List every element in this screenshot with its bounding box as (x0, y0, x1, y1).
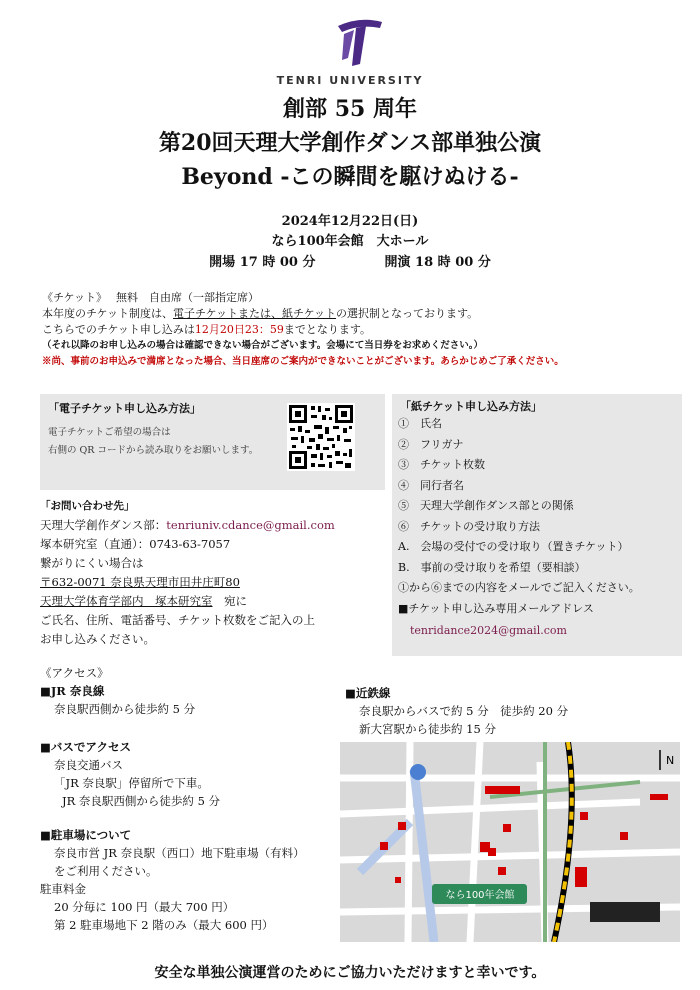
paper-ticket-item: ⑥ チケットの受け取り方法 (398, 519, 541, 533)
ticket-note: （それ以降のお申し込みの場合は確認できない場合がございます。会場にて当日券をお求めください。） (42, 340, 483, 351)
ticket-heading: 《チケット》 無料 自由席（一部指定席） (42, 291, 260, 304)
paper-ticket-item: ①から⑥までの内容をメールでご記入ください。 (398, 581, 640, 594)
page-title-main: 第20回天理大学創作ダンス部単独公演 (158, 130, 542, 156)
access-bus-line3: JR 奈良駅西側から徒歩約 5 分 (62, 794, 221, 808)
university-name: TENRI UNIVERSITY (276, 74, 424, 87)
ticket-deadline-line: こちらでのチケット申し込みは12月20日23：59までとなります。 (42, 323, 372, 336)
access-bus-title: ■バスでアクセス (40, 740, 132, 754)
contact-club: 天理大学創作ダンス部：tenriuniv.cdance@gmail.com (40, 518, 335, 532)
access-bus-line2: 「JR 奈良駅」停留所で下車。 (54, 776, 209, 790)
access-title: 《アクセス》 (40, 666, 109, 680)
university-logo (330, 12, 390, 72)
ticket-warning: ※尚、事前のお申込みで満席となった場合、当日座席のご案内ができないことがございます。あらかじめご了承ください。 (42, 356, 564, 367)
access-fee-line2: 第 2 駐車場地下 2 階のみ（最大 600 円） (54, 918, 274, 932)
access-parking-title: ■駐車場について (40, 828, 132, 842)
page-title-anniversary: 創部 55 周年 (283, 96, 417, 122)
e-ticket-instructions: 電子チケットご希望の場合は 右側の QR コードから読み取りをお願いします。 (48, 427, 259, 456)
ticket-section (42, 290, 682, 370)
contact-section (40, 497, 380, 649)
access-section (40, 664, 305, 934)
access-jr-title: ■JR 奈良線 (40, 684, 105, 698)
access-fee-line1: 20 分毎に 100 円（最大 700 円） (54, 900, 235, 914)
access-bus-line1: 奈良交通バス (54, 758, 123, 772)
paper-ticket-email-link[interactable]: tenridance2024@gmail.com (410, 624, 567, 637)
paper-ticket-list (398, 414, 640, 599)
access-parking-line1: 奈良市営 JR 奈良駅（西口）地下駐車場（有料） (54, 846, 305, 860)
map-hall-label: なら100年会館 (445, 890, 515, 901)
e-ticket-title: 「電子チケット申し込み方法」 (48, 402, 202, 415)
paper-ticket-item: ⑤ 天理大学創作ダンス部との関係 (398, 499, 574, 512)
open-time: 開場 17 時 00 分 (209, 255, 316, 270)
paper-ticket-title: 「紙チケット申し込み方法」 (400, 400, 543, 413)
paper-ticket-item: B. 事前の受け取りを希望（要相談） (398, 560, 586, 574)
contact-phone: 塚本研究室（直通）：0743-63-7057 (40, 537, 231, 551)
contact-address: 〒632-0071 奈良県天理市田井庄町80 (40, 575, 240, 589)
paper-ticket-item: ② フリガナ (398, 437, 464, 451)
contact-address2: 天理大学体育学部内 塚本研究室 宛に (40, 594, 247, 608)
contact-instruction: ご氏名、住所、電話番号、チケット枚数をご記入の上 (40, 613, 315, 627)
access-map[interactable] (340, 742, 680, 942)
access-fee-title: 駐車料金 (40, 882, 86, 896)
paper-ticket-item: ③ チケット枚数 (398, 458, 486, 471)
paper-ticket-item: ① 氏名 (398, 417, 442, 430)
contact-instruction-end: お申し込みください。 (40, 632, 155, 646)
access-jr-text: 奈良駅西側から徒歩約 5 分 (54, 702, 196, 716)
paper-ticket-item: A. 会場の受付での受け取り（置きチケット） (398, 540, 629, 553)
ticket-system-line: 本年度のチケット制度は、電子チケットまたは、紙チケットの選択制となっております。 (42, 307, 479, 320)
qr-code-icon[interactable] (287, 403, 355, 471)
page-title-subtitle: Beyond -この瞬間を駆けぬける- (181, 164, 519, 190)
access-parking-line2: をご利用ください。 (54, 864, 158, 878)
event-times (0, 251, 700, 270)
contact-email-link[interactable]: tenriuniv.cdance@gmail.com (166, 518, 335, 532)
event-date: 2024年12月22日(日) (281, 214, 419, 229)
access-kintetsu-title: ■近鉄線 (345, 686, 391, 700)
map-north-label: N (666, 754, 675, 767)
contact-fallback: 繋がりにくい場合は (40, 556, 144, 570)
closing-message: 安全な単独公演運営のためにご協力いただけますと幸いです。 (154, 965, 546, 981)
paper-ticket-box (392, 394, 682, 656)
access-kintetsu-line2: 新大宮駅から徒歩約 15 分 (359, 722, 496, 736)
paper-ticket-item: ④ 同行者名 (398, 478, 464, 492)
event-venue: なら100年会館 大ホール (271, 234, 429, 249)
paper-ticket-mail-label: ■チケット申し込み専用メールアドレス (398, 602, 594, 615)
access-kintetsu (345, 684, 568, 738)
start-time: 開演 18 時 00 分 (384, 255, 491, 270)
access-kintetsu-line1: 奈良駅からバスで約 5 分 徒歩約 20 分 (359, 704, 569, 718)
contact-title: 「お問い合わせ先」 (40, 500, 135, 512)
